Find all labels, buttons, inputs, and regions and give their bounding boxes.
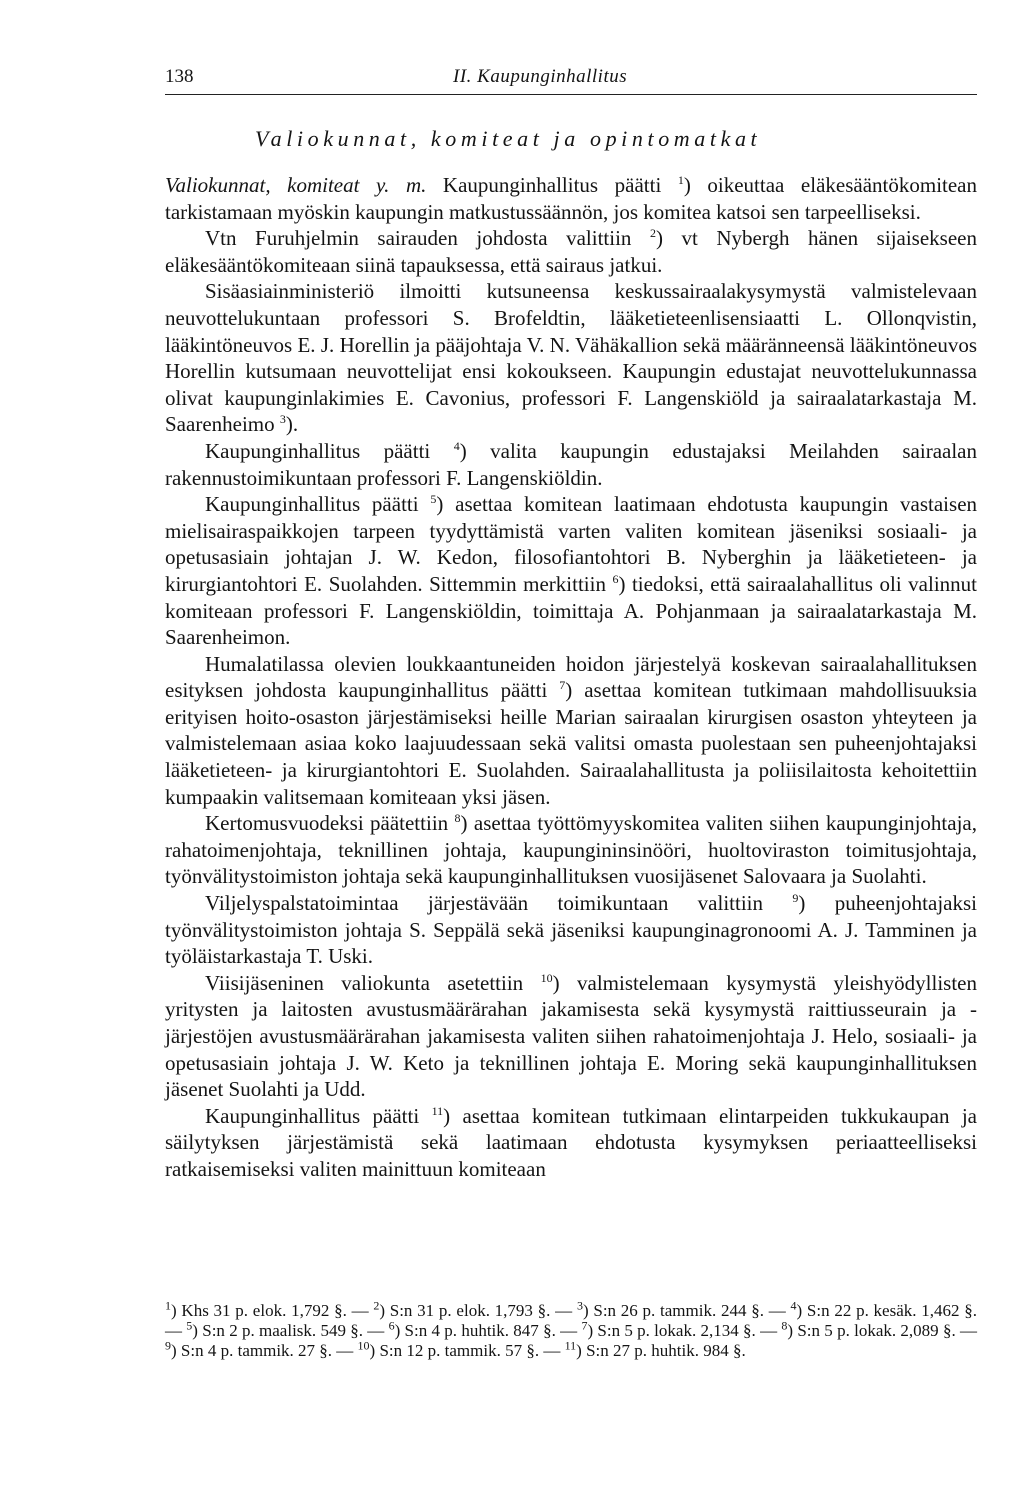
page-header bbox=[165, 66, 977, 95]
footnote-ref: 5 bbox=[430, 492, 437, 507]
footnote: $^{11}$) S:n 27 p. huhtik. 984 §. bbox=[564, 1338, 746, 1360]
footnote-ref: 11 bbox=[431, 1103, 444, 1118]
footnote-text: S:n 22 p. kesäk. 1,462 §. bbox=[806, 1301, 978, 1320]
footnote-text: S:n 26 p. tammik. 244 §. bbox=[593, 1301, 764, 1320]
footnote-number: 9 bbox=[165, 1338, 171, 1353]
text-run: Kertomusvuodeksi päätettiin bbox=[205, 811, 455, 836]
text-run: ) asettaa komitean laatimaan ehdotusta kaupungin vastaisen mielisairaspaikkojen tarpeen tyydyttämistä varten valiten komitean jäseniksi sosiaali- ja opetusasiain johtajan J. W. Kedon, filosofiantohtori B. Nyberghin ja lääketieteen- ja kirurgiantohtori E. Suolahden. Sittemmin merkittiin bbox=[165, 492, 978, 596]
text-run: ) valmistelemaan kysymystä yleishyödyllisten yritysten ja laitosten avustusmäärärahan jakamisesta sekä kysymystä raittiusseurain ja -järjestöjen avustusmäärärahan jakamisesta valiten siihen rahatoimenjohtaja J. Helo, sosiaali- ja opetusasiain johtaja J. W. Keto ja teknillinen johtaja E. Moring sekä kaupunginhallituksen jäsenet Suolahti ja Udd. bbox=[165, 970, 977, 1102]
footnote: $^9$) S:n 4 p. tammik. 27 §. bbox=[165, 1338, 333, 1360]
text-run: ) asettaa komitean tutkimaan mahdollisuuksia erityisen hoito-osaston järjestämiseksi heille Marian sairaalan kirurgisen osaston yhteyteen ja valmistelemaan asiaa koko laajuudessaan sekä valitsi omasta puolestaan sen puheenjohtajaksi lääketieteen- ja kirurgiantohtori E. Suolahden. Sairaalahallitusta ja poliisilaitosta kehoitettiin kumpaakin valitsemaan komiteaan yksi jäsen. bbox=[165, 678, 978, 809]
page-number: 138 bbox=[165, 66, 194, 87]
footnote-text: S:n 4 p. huhtik. 847 §. bbox=[404, 1321, 556, 1340]
footnotes: $^1$) Khs 31 p. elok. 1,792 §. — $^2$) S:n 31 p. elok. 1,793 §. — $^3$) S:n 26 p. tammik. 244 §. — $^4$) S:n 22 p. kesäk. 1,462 §. — $^5$) S:n 2 p. maalisk. 549 §. — $^6$) S:n 4 p. huhtik. 847 §. — $^7$) S:n 5 p. lokak. 2,134 §. — $^8$) S:n 5 p. lokak. 2,089 §. — $^9$) S:n 4 p. tammik. 27 §. — $^{10}$) S:n 12 p. tammik. 57 §. — $^{11}$) S:n 27 p. huhtik. 984 §. bbox=[165, 1298, 978, 1360]
paragraph bbox=[165, 225, 977, 278]
paragraph bbox=[165, 172, 977, 225]
text-run: Sisäasiainministeriö ilmoitti kutsuneensa keskussairaalakysymystä valmistelevaan neuvottelukuntaan professori S. Brofeldtin, lääketieteenlisensiaatti L. Ollonqvistin, lääkintöneuvos E. J. Horellin ja pääjohtaja V. N. Vähäkallion sekä määränneensä lääkintöneuvos Horellin kutsumaan neuvottelijat ensi kokoukseen. Kaupungin edustajat neuvottelukunnassa olivat kaupunginlakimies E. Cavonius, professori F. Langenskiöld ja sairaalatarkastaja M. Saarenheimo bbox=[165, 279, 977, 437]
paragraph-lead: Valiokunnat, komiteat y. m. bbox=[165, 173, 427, 197]
footnote-ref: 2 bbox=[649, 226, 656, 241]
footnote: $^{10}$) S:n 12 p. tammik. 57 §. bbox=[357, 1338, 540, 1360]
running-head: II. Kaupunginhallitus bbox=[453, 66, 628, 87]
text-run: ) puheenjohtajaksi työnvälitystoimiston johtaja S. Seppälä sekä jäseniksi kaupunginagronoomi A. J. Tamminen ja työläistarkastaja T. Uski. bbox=[165, 891, 977, 969]
footnote-text: S:n 31 p. elok. 1,793 §. bbox=[389, 1301, 551, 1320]
text-run: Kaupunginhallitus päätti bbox=[205, 438, 454, 463]
footnote-text: S:n 27 p. huhtik. 984 §. bbox=[586, 1341, 746, 1360]
footnote-text: S:n 2 p. maalisk. 549 §. bbox=[202, 1321, 363, 1340]
text-run: ) valita kaupungin edustajaksi Meilahden sairaalan rakennustoimikuntaan professori F. Langenskiöldin. bbox=[165, 438, 977, 490]
text-run: ) tiedoksi, että sairaalahallitus oli valinnut komiteaan professori F. Langenskiöldin, toimittaja A. Pohjanmaan ja sairaalatarkastaja M. Saarenheimon. bbox=[165, 571, 977, 650]
paragraph bbox=[165, 1103, 977, 1183]
paragraph bbox=[165, 810, 977, 890]
footnote-ref: 7 bbox=[559, 678, 566, 693]
body-text bbox=[165, 172, 977, 1183]
section-title: Valiokunnat, komiteat ja opintomatkat bbox=[255, 126, 762, 151]
footnote-number: 11 bbox=[564, 1338, 577, 1353]
text-run: ). bbox=[285, 412, 299, 437]
footnote-number: 1 bbox=[165, 1298, 171, 1313]
footnote-text: Khs 31 p. elok. 1,792 §. bbox=[181, 1301, 347, 1320]
text-run: ) vt Nybergh hänen sijaisekseen eläkesääntökomiteaan siinä tapauksessa, että sairaus jatkui. bbox=[165, 226, 977, 277]
footnote: $^6$) S:n 4 p. huhtik. 847 §. bbox=[388, 1318, 556, 1340]
footnote-number: 8 bbox=[781, 1318, 788, 1333]
text-run: ) oikeuttaa eläkesääntökomitean tarkistamaan myöskin kaupungin matkustussäännön, jos komitea katsoi sen tarpeelliseksi. bbox=[165, 173, 977, 224]
text-run: ) asettaa komitean tutkimaan elintarpeiden tukkukaupan ja säilytyksen järjestämistä sekä laatimaan ehdotusta kysymyksen periaatteelliseksi ratkaisemiseksi valiten mainittuun komiteaan bbox=[165, 1103, 977, 1181]
footnote-ref: 6 bbox=[612, 571, 619, 586]
footnote: $^7$) S:n 5 p. lokak. 2,134 §. bbox=[581, 1318, 756, 1340]
paragraph bbox=[165, 890, 977, 970]
footnote-number: 6 bbox=[388, 1318, 395, 1333]
footnote: $^3$) S:n 26 p. tammik. 244 §. bbox=[576, 1298, 764, 1320]
text-run: Kaupunginhallitus päätti bbox=[205, 492, 431, 517]
footnote: $^1$) Khs 31 p. elok. 1,792 §. bbox=[165, 1298, 347, 1320]
text-run: ) asettaa työttömyyskomitea valiten siihen kaupunginjohtaja, rahatoimenjohtaja, teknillinen johtaja, kaupungininsinööri, huoltoviraston toimitusjohtaja, työnvälitystoimiston johtaja sekä kaupunginhallituksen vuosijäsenet Salovaara ja Suolahti. bbox=[165, 811, 977, 889]
footnote: $^5$) S:n 2 p. maalisk. 549 §. bbox=[186, 1318, 363, 1340]
footnote: $^8$) S:n 5 p. lokak. 2,089 §. bbox=[781, 1318, 956, 1340]
footnote-number: 10 bbox=[357, 1338, 370, 1353]
paragraph bbox=[165, 491, 977, 651]
footnote-ref: 10 bbox=[540, 970, 553, 985]
paragraph bbox=[165, 651, 977, 811]
text-run: Vtn Furuhjelmin sairauden johdosta valittiin bbox=[205, 226, 650, 251]
paragraph bbox=[165, 438, 977, 491]
paragraph bbox=[165, 278, 977, 438]
footnote-text: S:n 5 p. lokak. 2,089 §. bbox=[797, 1321, 956, 1340]
text-run: Viljelyspalstatoimintaa järjestävään toimikuntaan valittiin bbox=[205, 891, 793, 916]
text-run: Kaupunginhallitus päätti bbox=[426, 173, 678, 197]
text-run: Viisijäseninen valiokunta asetettiin bbox=[205, 970, 541, 995]
footnote: $^4$) S:n 22 p. kesäk. 1,462 §. bbox=[790, 1298, 978, 1320]
footnote-ref: 3 bbox=[279, 412, 286, 427]
footnote-number: 5 bbox=[186, 1318, 193, 1333]
footnote-number: 3 bbox=[576, 1298, 583, 1313]
footnote-text: S:n 5 p. lokak. 2,134 §. bbox=[597, 1321, 756, 1340]
footnote-ref: 9 bbox=[792, 891, 799, 906]
footnote-ref: 8 bbox=[454, 811, 461, 826]
footnote: $^2$) S:n 31 p. elok. 1,793 §. bbox=[373, 1298, 551, 1320]
footnote-ref: 4 bbox=[453, 438, 460, 453]
footnote-text: S:n 4 p. tammik. 27 §. bbox=[180, 1341, 333, 1360]
footnote-number: 4 bbox=[790, 1298, 797, 1313]
text-run: Kaupunginhallitus päätti bbox=[205, 1103, 432, 1128]
footnote-ref: 1 bbox=[677, 173, 684, 187]
text-run: Humalatilassa olevien loukkaantuneiden hoidon järjestelyä koskevan sairaalahallituksen esityksen johdosta kaupunginhallitus päätti bbox=[165, 651, 977, 703]
footnote-number: 7 bbox=[581, 1318, 588, 1333]
footnote-number: 2 bbox=[373, 1298, 380, 1313]
footnote-text: S:n 12 p. tammik. 57 §. bbox=[379, 1341, 540, 1360]
paragraph bbox=[165, 970, 977, 1103]
